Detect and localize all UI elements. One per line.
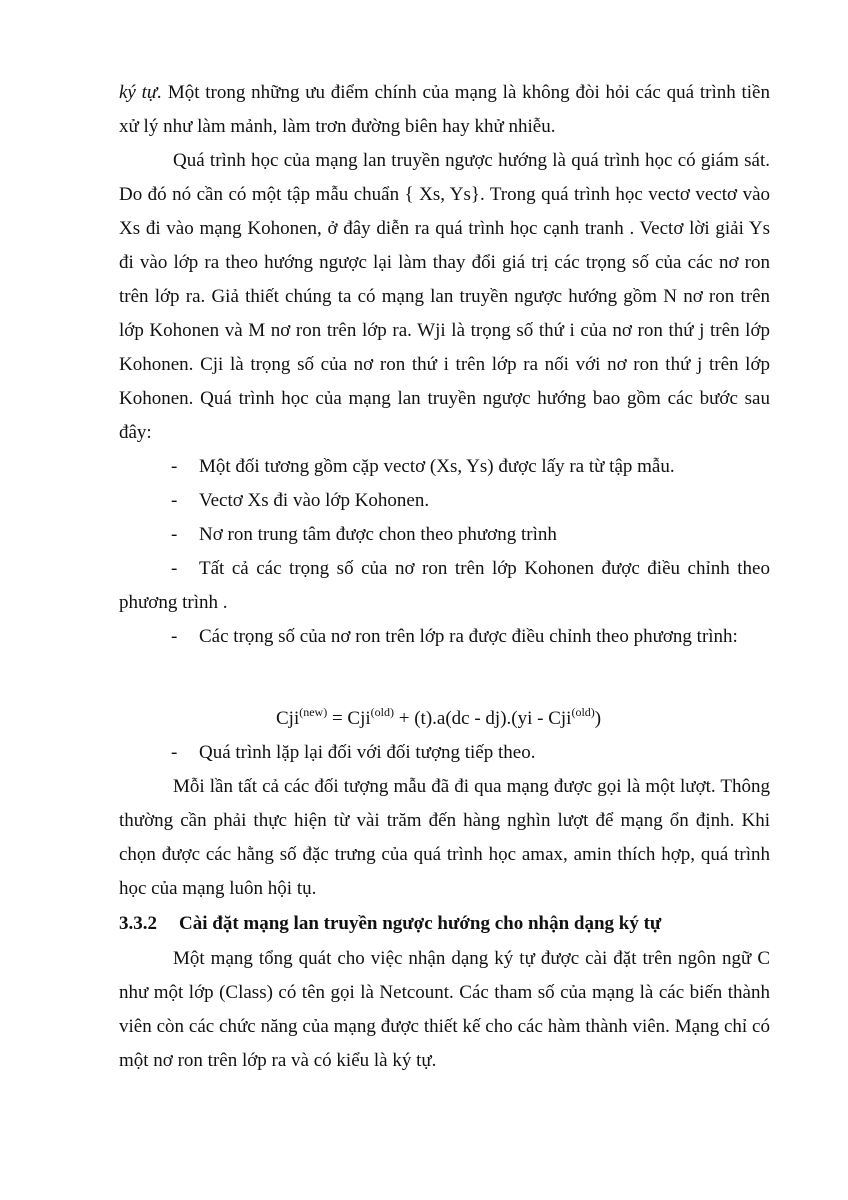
formula-eq: = Cji	[327, 708, 371, 729]
section-number: 3.3.2	[119, 913, 157, 934]
formula-sup-old: (old)	[571, 705, 595, 719]
list-dash: -	[171, 524, 178, 545]
paragraph-intro	[119, 76, 770, 144]
list-item-text: Quá trình lặp lại đối với đối tượng tiếp theo.	[199, 742, 536, 763]
formula-sup-old: (old)	[370, 705, 394, 719]
formula-mid: + (t).a(dc - dj).(yi - Cji	[394, 708, 572, 729]
list-item	[119, 620, 770, 654]
section-title: Cài đặt mạng lan truyền ngược hướng cho nhận dạng ký tự	[179, 913, 662, 934]
list-item-text: Nơ ron trung tâm được chon theo phương trình	[199, 524, 557, 545]
list-dash: -	[171, 558, 178, 579]
list-item-text: Vectơ Xs đi vào lớp Kohonen.	[199, 490, 430, 511]
list-item	[171, 484, 770, 518]
list-item-text: Tất cả các trọng số của nơ ron trên lớp Kohonen được điều chỉnh theo phương trình .	[119, 558, 770, 613]
list-item	[171, 736, 770, 770]
list-dash: -	[171, 742, 178, 763]
list-item	[119, 552, 770, 620]
list-item	[171, 518, 770, 552]
list-dash: -	[171, 490, 178, 511]
italic-lead: ký tự.	[119, 82, 163, 103]
weight-update-formula	[276, 702, 601, 736]
list-dash: -	[171, 626, 178, 647]
formula-sup-new: (new)	[299, 705, 328, 719]
list-dash: -	[171, 456, 178, 477]
formula-end: )	[594, 708, 602, 729]
formula-lhs: Cji	[276, 708, 300, 729]
paragraph-netcount: Một mạng tổng quát cho việc nhận dạng ký tự được cài đặt trên ngôn ngữ C như một lớp (Class) có tên gọi là Netcount. Các tham số của mạng là các biến thành viên còn các chức năng của mạng được thiết kế cho các hàm thành viên. Mạng chỉ có một nơ ron trên lớp ra và có kiểu là ký tự.	[119, 948, 770, 1071]
list-item	[171, 450, 770, 484]
paragraph-intro-text: Một trong những ưu điểm chính của mạng là không đòi hỏi các quá trình tiền xử lý như làm mảnh, làm trơn đường biên hay khử nhiễu.	[119, 82, 770, 137]
paragraph-convergence: Mỗi lần tất cả các đối tượng mẫu đã đi qua mạng được gọi là một lượt. Thông thường cần phải thực hiện từ vài trăm đến hàng nghìn lượt để mạng ổn định. Khi chọn được các hằng số đặc trưng của quá trình học amax, amin thích hợp, quá trình học của mạng luôn hội tụ.	[119, 776, 770, 899]
paragraph-learning-process: Quá trình học của mạng lan truyền ngược hướng là quá trình học có giám sát. Do đó nó cần có một tập mẫu chuẩn { Xs, Ys}. Trong quá trình học vectơ vectơ vào Xs đi vào mạng Kohonen, ở đây diễn ra quá trình học cạnh tranh . Vectơ lời giải Ys đi vào lớp ra theo hướng ngược lại làm thay đổi giá trị các trọng số của các nơ ron trên lớp ra. Giả thiết chúng ta có mạng lan truyền ngược hướng gồm N nơ ron trên lớp Kohonen và M nơ ron trên lớp ra. Wji là trọng số thứ i của nơ ron thứ j trên lớp Kohonen. Cji là trọng số của nơ ron thứ i trên lớp ra nối với nơ ron thứ j trên lớp Kohonen. Quá trình học của mạng lan truyền ngược hướng bao gồm các bước sau đây:	[119, 150, 770, 443]
list-item-text: Các trọng số của nơ ron trên lớp ra được điều chỉnh theo phương trình:	[199, 626, 738, 647]
list-item-text: Một đối tương gồm cặp vectơ (Xs, Ys) được lấy ra từ tập mẫu.	[199, 456, 675, 477]
section-heading	[119, 907, 770, 941]
